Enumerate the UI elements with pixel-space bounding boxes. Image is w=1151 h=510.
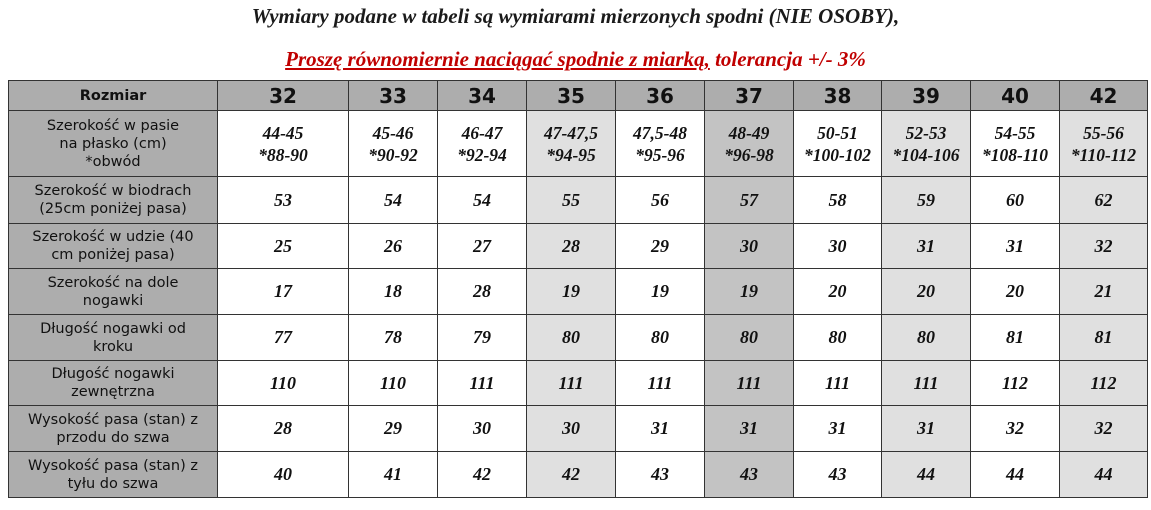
row-label-line: cm poniżej pasa) <box>51 247 175 263</box>
stretch-instruction: Proszę równomiernie naciągać spodnie z miarką, <box>285 47 710 71</box>
table-cell: 81 <box>971 315 1060 361</box>
table-cell: 59 <box>882 177 971 224</box>
cell-line: *100-102 <box>803 144 872 165</box>
table-row <box>9 452 1148 498</box>
table-cell: 80 <box>882 315 971 361</box>
row-label <box>9 452 218 498</box>
table-cell: 40 <box>218 452 349 498</box>
row-label <box>9 224 218 269</box>
table-cell: 44 <box>882 452 971 498</box>
table-row <box>9 269 1148 315</box>
table-cell: 32 <box>1060 224 1148 269</box>
table-row <box>9 177 1148 224</box>
table-cell: 54 <box>438 177 527 224</box>
table-cell: 28 <box>527 224 616 269</box>
tolerance-note <box>0 47 1151 72</box>
table-cell: 21 <box>1060 269 1148 315</box>
table-cell: 112 <box>971 361 1060 406</box>
row-label <box>9 177 218 224</box>
size-header-cell: 38 <box>794 81 882 111</box>
table-cell: 53 <box>218 177 349 224</box>
table-cell: 30 <box>527 406 616 452</box>
table-cell: 54 <box>349 177 438 224</box>
row-label <box>9 406 218 452</box>
cell-line: *108-110 <box>981 144 1049 165</box>
row-label-line: *obwód <box>85 153 141 170</box>
row-label-line: (25cm poniżej pasa) <box>39 201 187 217</box>
size-header-row <box>9 81 1148 111</box>
table-cell: 28 <box>438 269 527 315</box>
size-header-cell: 37 <box>705 81 794 111</box>
row-label-line: zewnętrzna <box>71 384 155 400</box>
cell-line: *96-98 <box>724 144 774 165</box>
table-cell: 57 <box>705 177 794 224</box>
table-cell: 56 <box>616 177 705 224</box>
table-cell: 60 <box>971 177 1060 224</box>
table-cell <box>882 111 971 177</box>
size-header-cell: 39 <box>882 81 971 111</box>
table-cell: 81 <box>1060 315 1148 361</box>
table-cell: 110 <box>349 361 438 406</box>
table-cell: 41 <box>349 452 438 498</box>
table-cell: 111 <box>705 361 794 406</box>
cell-line: 55-56 <box>1083 122 1124 143</box>
table-cell: 55 <box>527 177 616 224</box>
cell-line: 48-49 <box>728 122 770 143</box>
table-cell: 111 <box>882 361 971 406</box>
cell-line: *90-92 <box>368 144 418 165</box>
table-cell <box>527 111 616 177</box>
table-cell: 111 <box>438 361 527 406</box>
table-cell: 43 <box>794 452 882 498</box>
table-cell: 31 <box>794 406 882 452</box>
table-cell: 31 <box>705 406 794 452</box>
row-label-line: Wysokość pasa (stan) z <box>28 457 198 474</box>
table-cell <box>438 111 527 177</box>
row-label-line: Szerokość w biodrach <box>34 183 192 199</box>
table-cell: 20 <box>971 269 1060 315</box>
row-label-line: kroku <box>92 338 134 355</box>
size-header-cell: 33 <box>349 81 438 111</box>
table-row <box>9 406 1148 452</box>
table-cell: 31 <box>882 224 971 269</box>
table-cell: 26 <box>349 224 438 269</box>
table-cell <box>218 111 349 177</box>
row-label-line: Długość nogawki od <box>40 320 186 337</box>
size-header-cell: 42 <box>1060 81 1148 111</box>
table-cell: 80 <box>794 315 882 361</box>
size-header-cell: 36 <box>616 81 705 111</box>
table-cell: 111 <box>794 361 882 406</box>
table-cell: 111 <box>616 361 705 406</box>
table-cell <box>971 111 1060 177</box>
size-chart-table <box>8 80 1148 498</box>
size-header-cell: 35 <box>527 81 616 111</box>
table-row <box>9 361 1148 406</box>
row-label-line: Długość nogawki <box>51 366 175 382</box>
table-cell: 31 <box>882 406 971 452</box>
table-cell: 32 <box>1060 406 1148 452</box>
table-cell: 42 <box>438 452 527 498</box>
table-cell: 18 <box>349 269 438 315</box>
table-cell: 29 <box>349 406 438 452</box>
table-cell: 31 <box>616 406 705 452</box>
table-cell: 31 <box>971 224 1060 269</box>
cell-line: 44-45 <box>262 122 304 143</box>
cell-line: 47-47,5 <box>544 122 598 143</box>
table-cell: 19 <box>527 269 616 315</box>
cell-line: *94-95 <box>546 144 596 165</box>
size-header-cell: 32 <box>218 81 349 111</box>
table-cell: 44 <box>971 452 1060 498</box>
cell-line: 52-53 <box>905 122 947 143</box>
row-label <box>9 269 218 315</box>
table-cell: 30 <box>705 224 794 269</box>
table-cell: 25 <box>218 224 349 269</box>
row-label-line: Wysokość pasa (stan) z <box>28 411 198 428</box>
cell-line: *95-96 <box>635 144 685 165</box>
table-cell: 43 <box>616 452 705 498</box>
cell-line: *88-90 <box>258 144 308 165</box>
table-cell: 80 <box>616 315 705 361</box>
row-label-line: przodu do szwa <box>56 429 170 446</box>
size-corner-label: Rozmiar <box>9 81 218 111</box>
table-cell: 20 <box>794 269 882 315</box>
table-cell: 80 <box>527 315 616 361</box>
table-row <box>9 315 1148 361</box>
table-cell <box>616 111 705 177</box>
table-cell: 77 <box>218 315 349 361</box>
tolerance-text: tolerancja +/- 3% <box>709 47 866 71</box>
table-row <box>9 224 1148 269</box>
row-label <box>9 361 218 406</box>
table-cell: 27 <box>438 224 527 269</box>
table-cell: 42 <box>527 452 616 498</box>
table-cell: 30 <box>438 406 527 452</box>
row-label-line: nogawki <box>82 292 144 309</box>
table-cell: 20 <box>882 269 971 315</box>
table-cell: 30 <box>794 224 882 269</box>
table-cell: 19 <box>616 269 705 315</box>
row-label <box>9 111 218 177</box>
row-label-line: Szerokość w pasie <box>46 117 180 134</box>
table-cell <box>349 111 438 177</box>
table-cell: 62 <box>1060 177 1148 224</box>
row-label-line: na płasko (cm) <box>59 135 167 152</box>
table-cell: 29 <box>616 224 705 269</box>
size-header-cell: 34 <box>438 81 527 111</box>
table-row <box>9 111 1148 177</box>
size-header-cell: 40 <box>971 81 1060 111</box>
cell-line: 54-55 <box>994 122 1036 143</box>
row-label-line: Szerokość na dole <box>47 274 179 291</box>
table-cell: 44 <box>1060 452 1148 498</box>
cell-line: 47,5-48 <box>633 122 687 143</box>
table-cell: 78 <box>349 315 438 361</box>
table-cell: 80 <box>705 315 794 361</box>
cell-line: 50-51 <box>817 122 858 143</box>
cell-line: 45-46 <box>372 122 414 143</box>
cell-line: 46-47 <box>461 122 503 143</box>
table-cell <box>794 111 882 177</box>
table-cell <box>705 111 794 177</box>
table-cell: 32 <box>971 406 1060 452</box>
row-label-line: tyłu do szwa <box>67 475 159 492</box>
cell-line: *92-94 <box>457 144 507 165</box>
table-cell: 58 <box>794 177 882 224</box>
row-label-line: Szerokość w udzie (40 <box>32 229 194 245</box>
table-cell: 43 <box>705 452 794 498</box>
cell-line: *104-106 <box>892 144 960 165</box>
cell-line: *110-112 <box>1070 144 1137 165</box>
table-cell: 110 <box>218 361 349 406</box>
table-cell: 19 <box>705 269 794 315</box>
table-cell <box>1060 111 1148 177</box>
table-cell: 112 <box>1060 361 1148 406</box>
table-cell: 17 <box>218 269 349 315</box>
table-cell: 79 <box>438 315 527 361</box>
table-cell: 111 <box>527 361 616 406</box>
table-cell: 28 <box>218 406 349 452</box>
page-title: Wymiary podane w tabeli są wymiarami mierzonych spodni (NIE OSOBY), <box>251 4 900 28</box>
row-label <box>9 315 218 361</box>
